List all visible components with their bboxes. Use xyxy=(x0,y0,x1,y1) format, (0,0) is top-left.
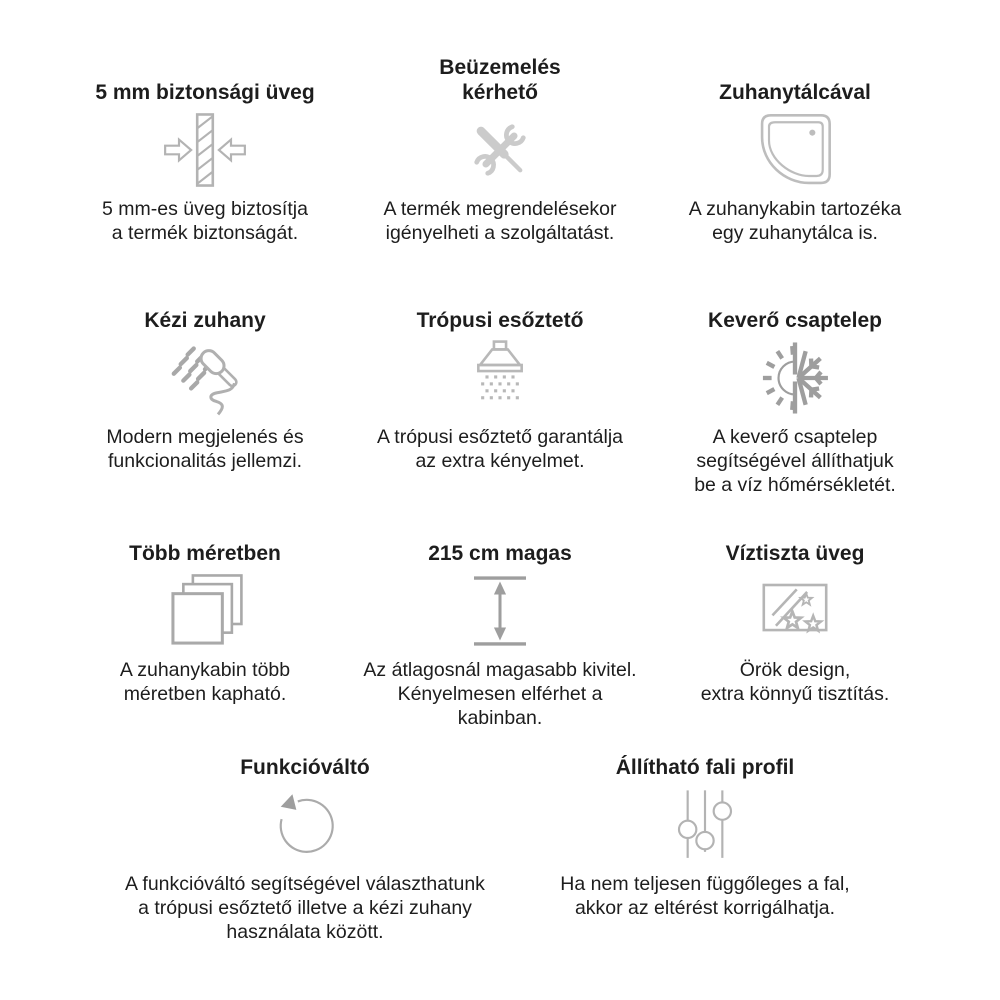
clear-glass-icon xyxy=(745,572,845,650)
desc-line: Modern megjelenés és xyxy=(106,426,304,448)
feature-title xyxy=(439,55,560,105)
title-line: Beüzemelés xyxy=(439,56,561,79)
feature-description xyxy=(120,658,290,706)
multiple-sizes-icon xyxy=(155,572,255,650)
feature-description xyxy=(383,197,616,245)
feature-card-clear-glass xyxy=(645,541,945,730)
desc-line: Az átlagosnál magasabb kivitel. xyxy=(363,659,637,681)
height-arrow-icon xyxy=(450,572,550,650)
shower-tray-icon xyxy=(745,111,845,189)
feature-title xyxy=(616,755,795,780)
desc-line: funkcionalitás jellemzi. xyxy=(107,450,302,472)
title-line: Trópusi esőztető xyxy=(416,309,584,332)
feature-description xyxy=(106,425,303,473)
feature-row-1 xyxy=(0,55,1000,245)
desc-line: A funkcióváltó segítségével választhatunk xyxy=(125,873,485,895)
feature-card-wall-profile xyxy=(520,755,890,944)
title-line: Kézi zuhany xyxy=(144,309,266,332)
feature-card-rain-shower xyxy=(360,308,640,497)
feature-description xyxy=(360,658,640,730)
feature-description xyxy=(560,872,849,920)
desc-line: extra könnyű tisztítás. xyxy=(700,683,890,705)
desc-line: az extra kényelmet. xyxy=(415,450,585,472)
feature-title xyxy=(144,308,265,333)
feature-row-2 xyxy=(0,308,1000,497)
feature-description xyxy=(689,197,901,245)
feature-title xyxy=(417,308,584,333)
feature-card-hand-shower xyxy=(55,308,355,497)
feature-card-height xyxy=(360,541,640,730)
feature-title xyxy=(129,541,281,566)
title-line: Keverő csaptelep xyxy=(708,309,882,332)
desc-line: 5 mm-es üveg biztosítja xyxy=(102,198,308,220)
feature-title xyxy=(95,55,314,105)
function-switch-icon xyxy=(255,786,355,864)
glass-thickness-icon xyxy=(155,111,255,189)
desc-line: A keverő csaptelep xyxy=(712,426,878,448)
title-line: Több méretben xyxy=(129,542,281,565)
feature-description xyxy=(701,658,890,706)
desc-line: Örök design, xyxy=(739,659,851,681)
desc-line: akkor az eltérést korrigálhatja. xyxy=(574,897,836,919)
wall-profile-icon xyxy=(655,786,755,864)
feature-card-installation xyxy=(360,55,640,245)
title-line: 5 mm biztonsági üveg xyxy=(95,81,315,104)
desc-line: egy zuhanytálca is. xyxy=(712,222,878,244)
feature-row-4 xyxy=(0,755,1000,944)
desc-line: A trópusi esőztető garantálja xyxy=(376,426,624,448)
title-line: Állítható fali profil xyxy=(615,756,795,779)
feature-card-safety-glass xyxy=(55,55,355,245)
desc-line: igényelheti a szolgáltatást. xyxy=(385,222,615,244)
title-line: Zuhanytálcával xyxy=(719,81,871,104)
feature-title xyxy=(708,308,882,333)
feature-card-shower-tray xyxy=(645,55,945,245)
title-line: kérhető xyxy=(462,81,538,104)
feature-description xyxy=(125,872,485,944)
feature-description xyxy=(377,425,623,473)
title-line: 215 cm magas xyxy=(428,542,572,565)
desc-line: a termék biztonságát. xyxy=(111,222,299,244)
installation-tools-icon xyxy=(450,111,550,189)
rain-shower-icon xyxy=(450,339,550,417)
feature-row-3 xyxy=(0,541,1000,730)
feature-card-function-switch xyxy=(90,755,520,944)
desc-line: használata között. xyxy=(226,921,384,943)
hand-shower-icon xyxy=(155,339,255,417)
title-line: Víztiszta üveg xyxy=(725,542,865,565)
desc-line: segítségével állíthatjuk xyxy=(696,450,894,472)
title-line: Funkcióváltó xyxy=(240,756,370,779)
desc-line: A zuhanykabin több xyxy=(119,659,291,681)
feature-title xyxy=(726,541,865,566)
desc-line: a trópusi esőztető illetve a kézi zuhany xyxy=(138,897,472,919)
desc-line: A zuhanykabin tartozéka xyxy=(688,198,902,220)
feature-title xyxy=(428,541,572,566)
desc-line: Kényelmesen elférhet a kabinban. xyxy=(397,683,603,729)
mixer-tap-icon xyxy=(745,339,845,417)
feature-title xyxy=(240,755,370,780)
desc-line: Ha nem teljesen függőleges a fal, xyxy=(560,873,850,895)
desc-line: méretben kapható. xyxy=(123,683,287,705)
desc-line: be a víz hőmérsékletét. xyxy=(694,474,896,496)
feature-card-mixer-tap xyxy=(645,308,945,497)
feature-title xyxy=(719,55,871,105)
feature-card-sizes xyxy=(55,541,355,730)
feature-description xyxy=(102,197,308,245)
desc-line: A termék megrendelésekor xyxy=(383,198,617,220)
feature-description xyxy=(694,425,896,497)
